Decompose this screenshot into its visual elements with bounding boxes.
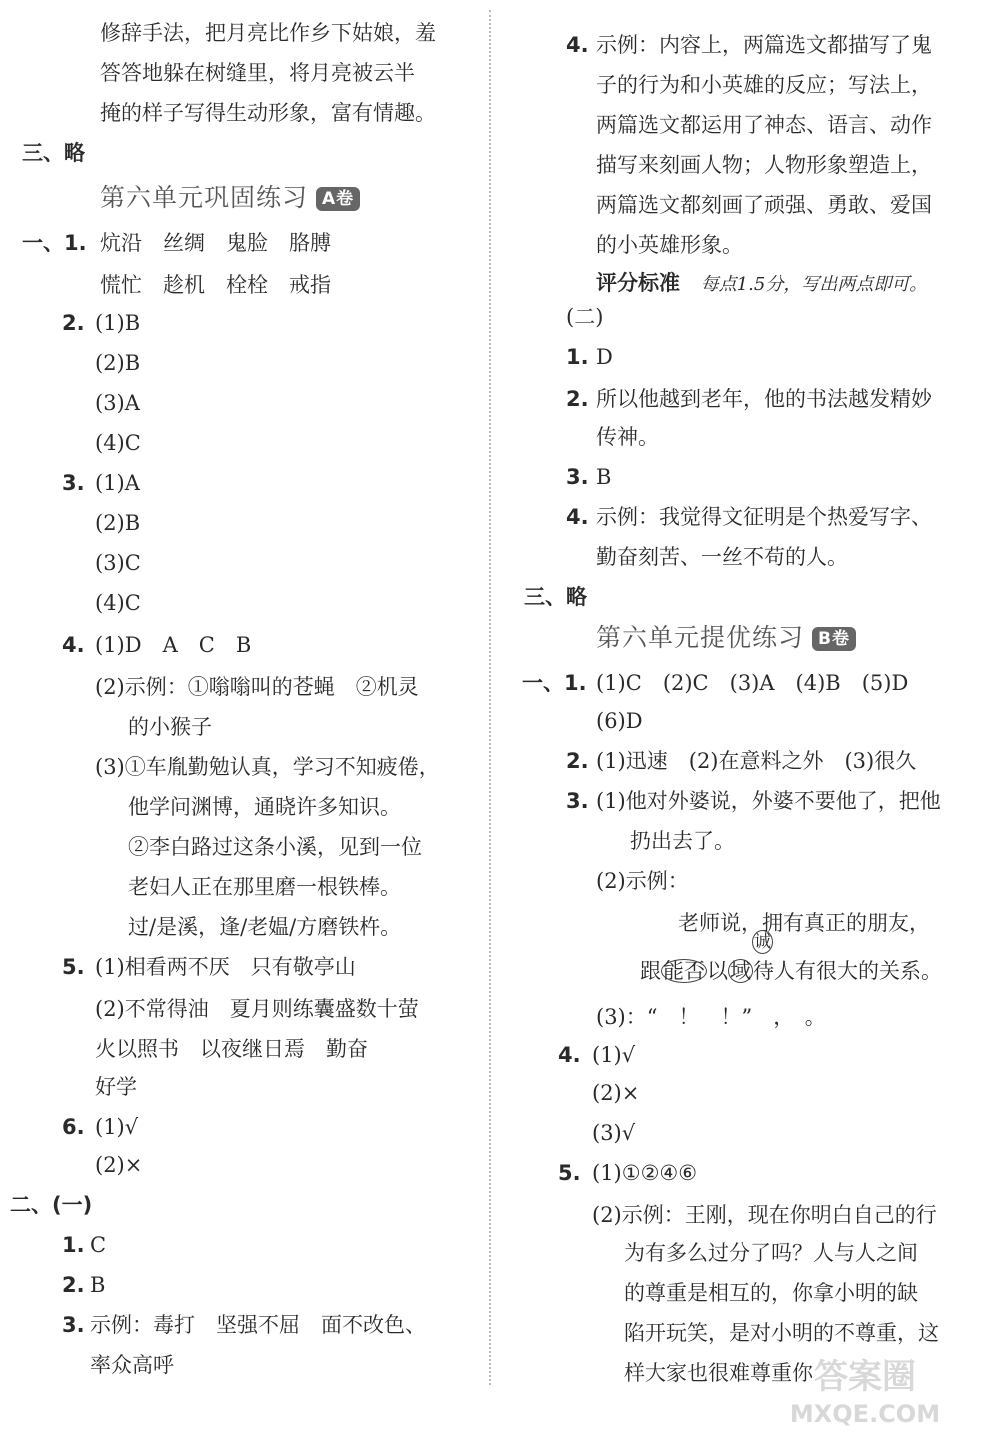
c5-answer: 的尊重是相互的，你拿小明的缺 bbox=[624, 1281, 918, 1305]
q2-answer: (4)C bbox=[95, 431, 141, 455]
c3-answer: (3)：“ ！ ！” ， 。 bbox=[596, 1005, 826, 1029]
q4-number: 4. bbox=[62, 633, 85, 657]
c3-answer: (1)他对外婆说，外婆不要他了，把他 bbox=[596, 789, 941, 813]
s2-q3-number: 3. bbox=[62, 1313, 85, 1337]
c5-number: 5. bbox=[558, 1161, 581, 1185]
c3-number: 3. bbox=[566, 789, 589, 813]
c1-answer: (1)C (2)C (3)A (4)B (5)D bbox=[596, 671, 909, 695]
s2-q1-answer: C bbox=[90, 1233, 107, 1257]
c3-text: 以 bbox=[707, 959, 728, 983]
watermark-top: 答案圈 bbox=[814, 1357, 916, 1397]
section-two-label: 二、(一) bbox=[10, 1193, 93, 1217]
q3-answer: (3)C bbox=[95, 551, 141, 575]
r4-line: 示例：内容上，两篇选文都描写了鬼 bbox=[596, 33, 932, 57]
q4-answer: ②李白路过这条小溪，见到一位 bbox=[128, 835, 422, 859]
circled-text: 能否 bbox=[663, 959, 705, 983]
section-three-label: 三、略 bbox=[524, 585, 587, 609]
insertion-mark bbox=[752, 930, 773, 954]
subsection-two-label: (二) bbox=[566, 305, 604, 329]
unit-heading-b bbox=[596, 620, 856, 656]
c4-answer: (3)√ bbox=[592, 1121, 636, 1145]
badge-b: B卷 bbox=[812, 627, 856, 651]
b3-number: 3. bbox=[566, 465, 589, 489]
unit-heading-a-text: 第六单元巩固练习 bbox=[100, 183, 309, 212]
b4-answer: 勤奋刻苦、一丝不苟的人。 bbox=[596, 545, 848, 569]
q5-answer: (1)相看两不厌 只有敬亭山 bbox=[95, 955, 356, 979]
c3-text: 待人有很大的关系。 bbox=[753, 959, 942, 983]
scoring-label: 评分标准 bbox=[596, 271, 680, 295]
continued-text-line: 掩的样子写得生动形象，富有情趣。 bbox=[100, 101, 436, 125]
q4-answer: 他学问渊博，通晓许多知识。 bbox=[128, 795, 401, 819]
site-watermark bbox=[750, 1350, 980, 1430]
unit-heading-b-text: 第六单元提优练习 bbox=[596, 623, 805, 652]
b1-number: 1. bbox=[566, 345, 589, 369]
c3-text: 跟 bbox=[640, 959, 661, 983]
q5-answer: 好学 bbox=[95, 1075, 137, 1099]
s2-q2-answer: B bbox=[90, 1273, 106, 1297]
c5-answer: (2)示例：王刚，现在你明白自己的行 bbox=[592, 1203, 937, 1227]
s2-q3-answer: 率众高呼 bbox=[90, 1353, 174, 1377]
continued-text-line: 答答地躲在树缝里，将月亮被云半 bbox=[100, 61, 415, 85]
b3-answer: B bbox=[596, 465, 612, 489]
q2-answer: (1)B bbox=[95, 311, 141, 335]
c4-number: 4. bbox=[558, 1043, 581, 1067]
q4-answer: 过/是溪，逢/老媪/方磨铁杵。 bbox=[128, 915, 402, 939]
s2-q2-number: 2. bbox=[62, 1273, 85, 1297]
q4-answer: (2)示例：①嗡嗡叫的苍蝇 ②机灵 bbox=[95, 675, 419, 699]
q2-answer: (2)B bbox=[95, 351, 141, 375]
q1-line: 炕沿 丝绸 鬼脸 胳膊 bbox=[100, 231, 331, 255]
scoring-text: 每点1.5分，写出两点即可。 bbox=[700, 274, 928, 295]
c4-answer: (2)× bbox=[592, 1081, 640, 1105]
r4-line: 两篇选文都运用了神态、语言、动作 bbox=[596, 113, 932, 137]
q3-number: 3. bbox=[62, 471, 85, 495]
q5-number: 5. bbox=[62, 955, 85, 979]
c5-answer: (1)①②④⑥ bbox=[592, 1161, 698, 1185]
q5-answer: (2)不常得油 夏月则练囊盛数十萤 bbox=[95, 997, 419, 1021]
b2-number: 2. bbox=[566, 387, 589, 411]
c3-example-line bbox=[640, 956, 942, 986]
watermark-bottom: MXQE.COM bbox=[789, 1400, 941, 1428]
q4-answer: 老妇人正在那里磨一根铁棒。 bbox=[128, 875, 401, 899]
c5-answer: 陷开玩笑，是对小明的不尊重，这 bbox=[624, 1321, 939, 1345]
c3-example-line: 老师说，拥有真正的朋友， bbox=[678, 911, 930, 935]
q2-answer: (3)A bbox=[95, 391, 140, 415]
left-column bbox=[0, 0, 490, 1445]
r4-line: 子的行为和小英雄的反应；写法上， bbox=[596, 73, 932, 97]
q2-number: 2. bbox=[62, 311, 85, 335]
c3-answer: 扔出去了。 bbox=[630, 829, 735, 853]
q4-answer: 的小猴子 bbox=[128, 715, 212, 739]
c2-number: 2. bbox=[566, 749, 589, 773]
r4-line: 两篇选文都刻画了顽强、勇敢、爱国 bbox=[596, 193, 932, 217]
unit-heading-a bbox=[100, 180, 360, 216]
q3-answer: (1)A bbox=[95, 471, 140, 495]
q1-number: 一、1. bbox=[22, 231, 87, 255]
c1-answer: (6)D bbox=[596, 709, 643, 733]
q5-answer: 火以照书 以夜继日焉 勤奋 bbox=[95, 1037, 368, 1061]
q6-answer: (1)√ bbox=[95, 1115, 139, 1139]
c2-answer: (1)迅速 (2)在意料之外 (3)很久 bbox=[596, 749, 917, 773]
continued-text-line: 修辞手法，把月亮比作乡下姑娘，羞 bbox=[100, 21, 436, 45]
b4-answer: 示例：我觉得文征明是个热爱写字、 bbox=[596, 505, 932, 529]
s2-q1-number: 1. bbox=[62, 1233, 85, 1257]
r4-number: 4. bbox=[566, 33, 589, 57]
q6-answer: (2)× bbox=[95, 1153, 143, 1177]
section-three-label: 三、略 bbox=[22, 141, 85, 165]
q4-answer: (1)D A C B bbox=[95, 633, 252, 657]
inserted-char: 诚 bbox=[754, 932, 771, 952]
badge-a: A卷 bbox=[316, 187, 360, 211]
circled-text: 域 bbox=[730, 959, 751, 983]
right-column bbox=[500, 0, 1000, 1445]
q1-line: 慌忙 趁机 栓栓 戒指 bbox=[100, 273, 331, 297]
c5-answer: 样大家也很难尊重你 bbox=[624, 1361, 813, 1385]
b4-number: 4. bbox=[566, 505, 589, 529]
c4-answer: (1)√ bbox=[592, 1043, 636, 1067]
c5-answer: 为有多么过分了吗？人与人之间 bbox=[624, 1241, 918, 1265]
b2-answer: 传神。 bbox=[596, 425, 659, 449]
c1-number: 一、1. bbox=[522, 671, 587, 695]
r4-line: 的小英雄形象。 bbox=[596, 233, 743, 257]
q6-number: 6. bbox=[62, 1115, 85, 1139]
scoring-line bbox=[596, 268, 927, 300]
q3-answer: (4)C bbox=[95, 591, 141, 615]
q3-answer: (2)B bbox=[95, 511, 141, 535]
c3-answer: (2)示例： bbox=[596, 869, 689, 893]
b1-answer: D bbox=[596, 345, 613, 369]
q4-answer: (3)①车胤勤勉认真，学习不知疲倦， bbox=[95, 755, 440, 779]
b2-answer: 所以他越到老年，他的书法越发精妙 bbox=[596, 387, 932, 411]
r4-line: 描写来刻画人物；人物形象塑造上， bbox=[596, 153, 932, 177]
s2-q3-answer: 示例：毒打 坚强不屈 面不改色、 bbox=[90, 1313, 426, 1337]
